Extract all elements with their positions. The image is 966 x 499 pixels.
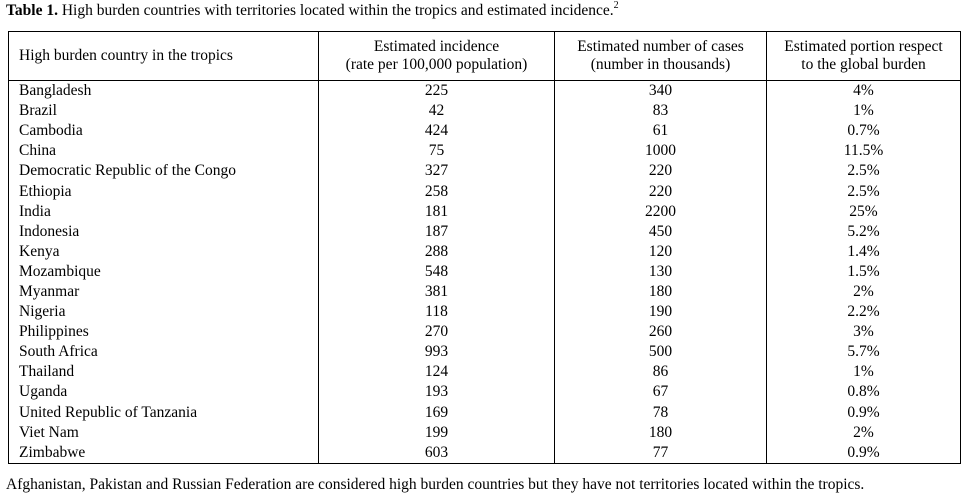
cell-cases: 260: [555, 322, 767, 342]
table-row: [9, 403, 961, 423]
cell-global-portion: 5.7%: [767, 342, 961, 362]
header-cases-line-2: (number in thousands): [590, 56, 731, 73]
cell-cases: 190: [555, 302, 767, 322]
cell-global-portion: 0.9%: [767, 443, 961, 464]
cell-global-portion: 2.5%: [767, 181, 961, 201]
reference-superscript: 2: [613, 0, 619, 11]
cell-country: Democratic Republic of the Congo: [9, 161, 319, 181]
cell-global-portion: 11.5%: [767, 141, 961, 161]
cell-global-portion: 0.8%: [767, 382, 961, 402]
cell-country: China: [9, 141, 319, 161]
cell-global-portion: 2%: [767, 423, 961, 443]
header-global-portion: [767, 32, 961, 81]
cell-country: Nigeria: [9, 302, 319, 322]
header-row: [9, 32, 961, 81]
cell-global-portion: 0.7%: [767, 121, 961, 141]
header-incidence-line-1: Estimated incidence: [373, 38, 500, 55]
cell-global-portion: 3%: [767, 322, 961, 342]
cell-country: Kenya: [9, 242, 319, 262]
cell-incidence: 181: [319, 202, 555, 222]
cell-global-portion: 4%: [767, 81, 961, 102]
header-portion-line-1: Estimated portion respect: [784, 38, 943, 55]
cell-global-portion: 1.4%: [767, 242, 961, 262]
cell-country: Philippines: [9, 322, 319, 342]
table-footnote: Afghanistan, Pakistan and Russian Federation are considered high burden countries but they have not territories located within the tropics.: [6, 476, 865, 493]
cell-incidence: 548: [319, 262, 555, 282]
cell-global-portion: 25%: [767, 202, 961, 222]
header-cases: [555, 32, 767, 81]
table-body: [9, 81, 961, 464]
cell-global-portion: 2.5%: [767, 161, 961, 181]
cell-global-portion: 1.5%: [767, 262, 961, 282]
cell-global-portion: 2.2%: [767, 302, 961, 322]
cell-incidence: 603: [319, 443, 555, 464]
cell-country: Thailand: [9, 362, 319, 382]
table-row: [9, 342, 961, 362]
cell-cases: 61: [555, 121, 767, 141]
cell-country: Myanmar: [9, 282, 319, 302]
header-incidence: [319, 32, 555, 81]
cell-cases: 77: [555, 443, 767, 464]
cell-incidence: 199: [319, 423, 555, 443]
table-row: [9, 202, 961, 222]
cell-country: South Africa: [9, 342, 319, 362]
cell-incidence: 187: [319, 222, 555, 242]
header-country: [9, 32, 319, 81]
cell-global-portion: 5.2%: [767, 222, 961, 242]
table-row: [9, 382, 961, 402]
cell-cases: 130: [555, 262, 767, 282]
cell-cases: 500: [555, 342, 767, 362]
cell-country: Viet Nam: [9, 423, 319, 443]
table-row: [9, 222, 961, 242]
header-portion-line-2: to the global burden: [801, 56, 926, 73]
table-row: [9, 302, 961, 322]
cell-country: Mozambique: [9, 262, 319, 282]
cell-incidence: 124: [319, 362, 555, 382]
cell-incidence: 424: [319, 121, 555, 141]
table-row: [9, 362, 961, 382]
header-incidence-line-2: (rate per 100,000 population): [345, 56, 528, 73]
cell-country: Brazil: [9, 101, 319, 121]
table-caption-label: Table 1.: [6, 2, 58, 19]
table-row: [9, 181, 961, 201]
cell-country: Bangladesh: [9, 81, 319, 102]
cell-cases: 1000: [555, 141, 767, 161]
cell-incidence: 169: [319, 403, 555, 423]
cell-country: United Republic of Tanzania: [9, 403, 319, 423]
table-row: [9, 81, 961, 102]
table-row: [9, 101, 961, 121]
cell-incidence: 327: [319, 161, 555, 181]
cell-country: Indonesia: [9, 222, 319, 242]
cell-cases: 78: [555, 403, 767, 423]
table-row: [9, 121, 961, 141]
cell-cases: 67: [555, 382, 767, 402]
cell-incidence: 381: [319, 282, 555, 302]
cell-incidence: 993: [319, 342, 555, 362]
cell-cases: 220: [555, 161, 767, 181]
cell-country: Cambodia: [9, 121, 319, 141]
cell-country: Ethiopia: [9, 181, 319, 201]
cell-global-portion: 1%: [767, 362, 961, 382]
cell-incidence: 258: [319, 181, 555, 201]
cell-country: Uganda: [9, 382, 319, 402]
table-row: [9, 161, 961, 181]
cell-country: India: [9, 202, 319, 222]
table-caption-text: High burden countries with territories located within the tropics and estimated incidence.: [57, 2, 614, 19]
table-row: [9, 242, 961, 262]
cell-incidence: 118: [319, 302, 555, 322]
cell-incidence: 193: [319, 382, 555, 402]
cell-incidence: 42: [319, 101, 555, 121]
cell-cases: 86: [555, 362, 767, 382]
cell-global-portion: 0.9%: [767, 403, 961, 423]
cell-global-portion: 2%: [767, 282, 961, 302]
cell-cases: 450: [555, 222, 767, 242]
cell-cases: 2200: [555, 202, 767, 222]
incidence-table: [8, 31, 961, 464]
table-row: [9, 141, 961, 161]
table-caption: [6, 2, 619, 20]
cell-cases: 120: [555, 242, 767, 262]
cell-cases: 180: [555, 423, 767, 443]
cell-cases: 340: [555, 81, 767, 102]
cell-incidence: 288: [319, 242, 555, 262]
table-row: [9, 423, 961, 443]
cell-cases: 220: [555, 181, 767, 201]
cell-incidence: 270: [319, 322, 555, 342]
cell-country: Zimbabwe: [9, 443, 319, 464]
cell-cases: 180: [555, 282, 767, 302]
cell-global-portion: 1%: [767, 101, 961, 121]
cell-cases: 83: [555, 101, 767, 121]
header-cases-line-1: Estimated number of cases: [577, 38, 744, 55]
table-row: [9, 282, 961, 302]
table-row: [9, 443, 961, 464]
cell-incidence: 225: [319, 81, 555, 102]
header-country-line-1: High burden country in the tropics: [19, 47, 233, 64]
table-row: [9, 262, 961, 282]
cell-incidence: 75: [319, 141, 555, 161]
table-row: [9, 322, 961, 342]
